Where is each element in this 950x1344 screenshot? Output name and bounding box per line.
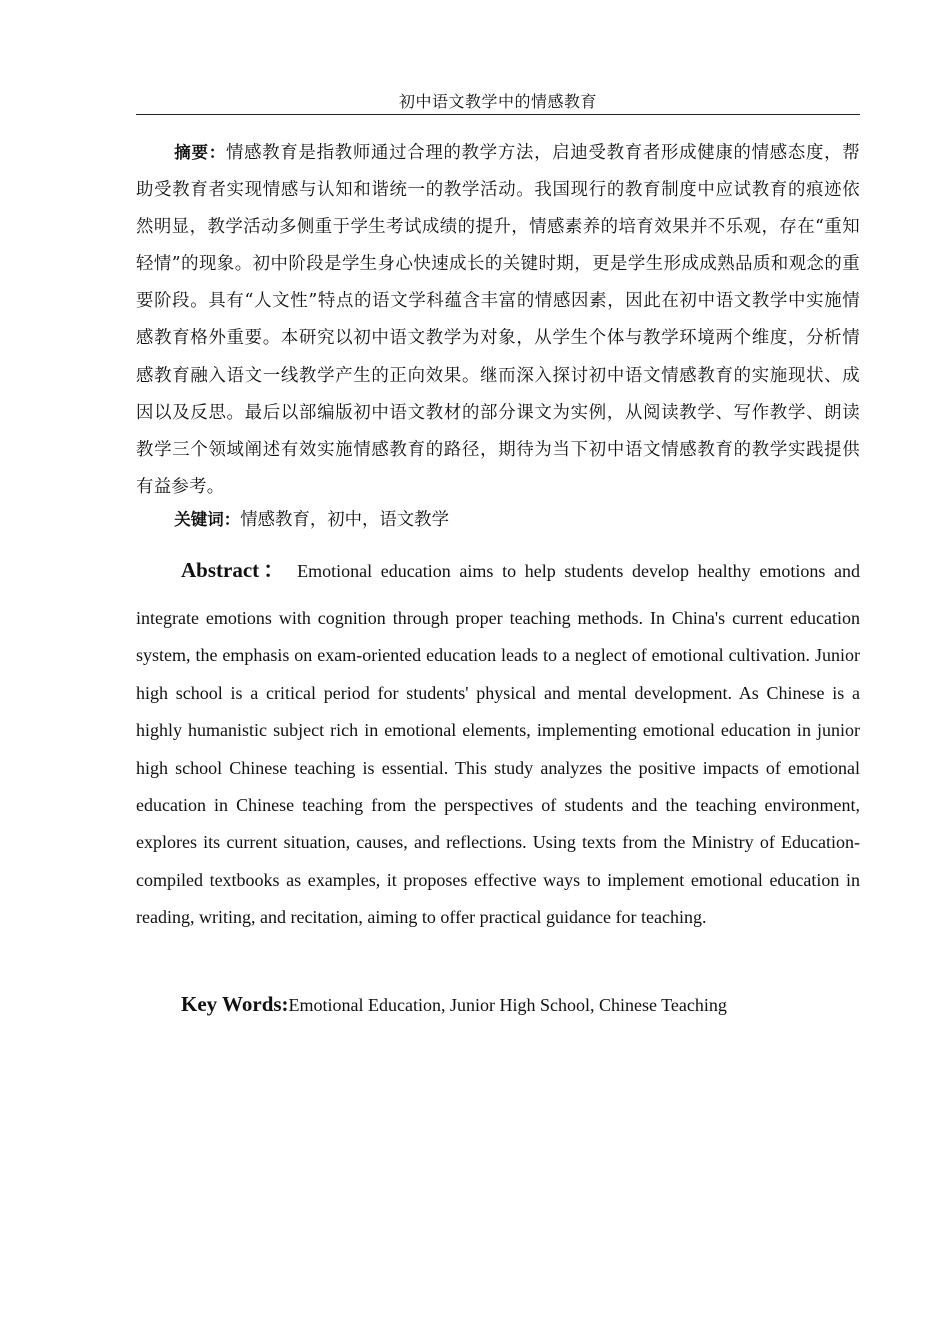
english-keywords-label: Key Words: — [181, 992, 289, 1016]
chinese-abstract-text: 情感教育是指教师通过合理的教学方法，启迪受教育者形成健康的情感态度，帮助受教育者实现情感与认知和谐统一的教学活动。我国现行的教育制度中应试教育的痕迹依然明显，教学活动多侧重于学生考试成绩的提升，情感素养的培育效果并不乐观，存在“重知轻情”的现象。初中阶段是学生身心快速成长的关键时期，更是学生形成成熟品质和观念的重要阶段。具有“人文性”特点的语文学科蕴含丰富的情感因素，因此在初中语文教学中实施情感教育格外重要。本研究以初中语文教学为对象，从学生个体与教学环境两个维度，分析情感教育融入语文一线教学产生的正向效果。继而深入探讨初中语文情感教育的实施现状、成因以及反思。最后以部编版初中语文教材的部分课文为实例，从阅读教学、写作教学、朗读教学三个领域阐述有效实施情感教育的路径，期待为当下初中语文情感教育的教学实践提供有益参考。 — [136, 143, 860, 497]
chinese-keywords-label: 关键词： — [174, 510, 241, 529]
chinese-abstract — [136, 134, 860, 506]
english-abstract-body: integrate emotions with cognition through proper teaching methods. In China's current education system, the emphasis on exam-oriented education leads to a neglect of emotional cultivation. Junior high school is a critical period for students' physical and mental development. As Chinese is a highly humanistic subject rich in emotional elements, implementing emotional education in junior high school Chinese teaching is essential. This study analyzes the positive impacts of emotional education in Chinese teaching from the perspectives of students and the teaching environment, explores its current situation, causes, and reflections. Using texts from the Ministry of Education-compiled textbooks as examples, it proposes effective ways to implement emotional education in reading, writing, and recitation, aiming to offer practical guidance for teaching. — [136, 608, 860, 928]
english-abstract-label: Abstract： — [181, 558, 289, 582]
chinese-abstract-label: 摘要： — [174, 143, 226, 162]
english-keywords — [136, 986, 860, 1023]
chinese-keywords — [136, 505, 860, 535]
english-abstract-first-line — [136, 552, 860, 589]
running-header: 初中语文教学中的情感教育 — [398, 92, 597, 111]
english-keywords-text: Emotional Education, Junior High School, Chinese Teaching — [288, 995, 727, 1015]
header-rule — [136, 114, 860, 115]
english-abstract-first-text: Emotional education aims to help students develop healthy emotions and — [297, 561, 860, 581]
chinese-keywords-text: 情感教育，初中，语文教学 — [240, 510, 449, 530]
